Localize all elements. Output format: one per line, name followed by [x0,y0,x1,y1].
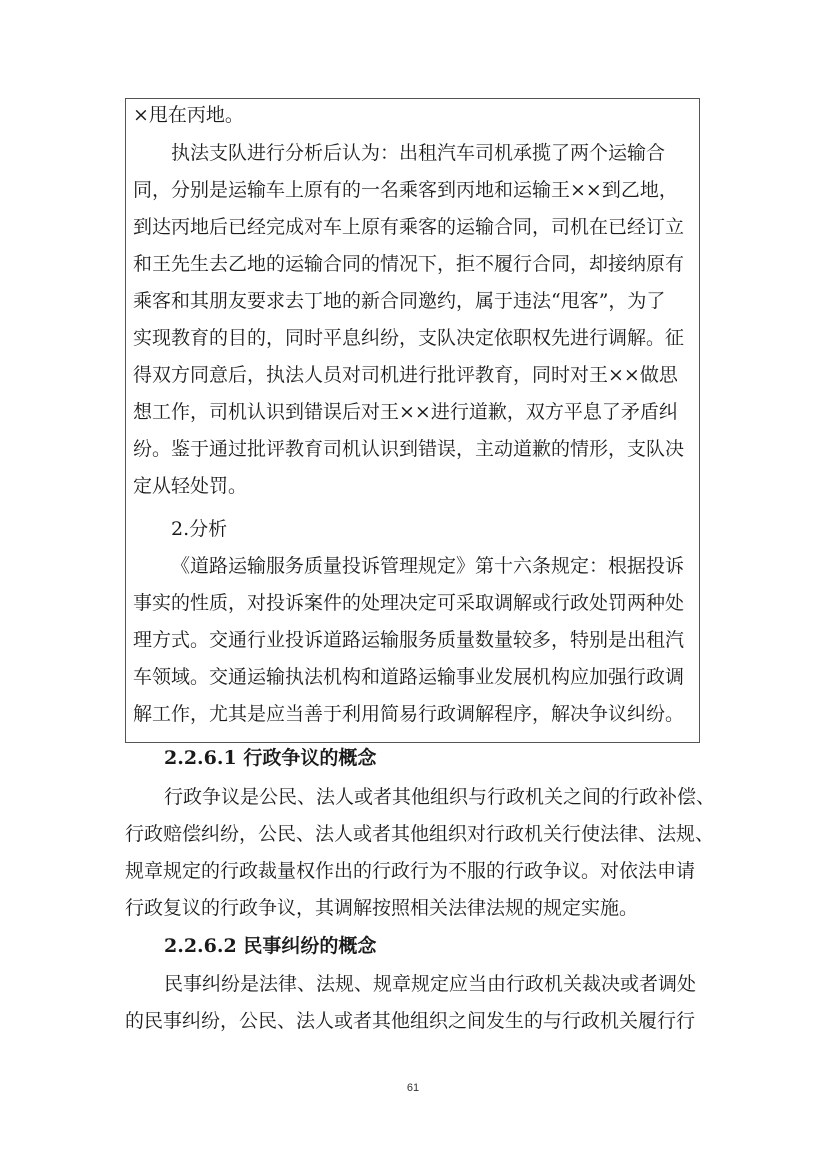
case-text-line: 纷。鉴于通过批评教育司机认识到错误，主动道歉的情形，支队决 [133,438,685,460]
body-text-line: 规章规定的行政裁量权作出的行政行为不服的行政争议。对依法申请 [125,860,696,882]
analysis-text-line: 解工作，尤其是应当善于利用简易行政调解程序，解决争议纠纷。 [133,703,685,725]
body-text-line: 行政复议的行政争议，其调解按照相关法律法规的规定实施。 [125,897,639,919]
analysis-subheading: 2.分析 [171,518,228,540]
case-text-line: 执法支队进行分析后认为：出租汽车司机承揽了两个运输合 [171,142,666,164]
body-text-line: 民事纠纷是法律、法规、规章规定应当由行政机关裁决或者调处 [164,973,697,995]
case-text-line: 和王先生去乙地的运输合同的情况下，拒不履行合同，却接纳原有 [133,253,685,275]
analysis-text-line: 《道路运输服务质量投诉管理规定》第十六条规定：根据投诉 [171,555,685,577]
section-heading-2261: 2.2.6.1 行政争议的概念 [164,747,377,769]
body-text-line: 行政赔偿纠纷，公民、法人或者其他组织对行政机关行使法律、法规、 [125,823,715,845]
case-text-line: 得双方同意后，执法人员对司机进行批评教育，同时对王××做思 [133,364,678,386]
body-text-line: 行政争议是公民、法人或者其他组织与行政机关之间的行政补偿、 [164,786,716,808]
case-text-line: 想工作，司机认识到错误后对王××进行道歉，双方平息了矛盾纠 [133,401,678,423]
case-text-line: 乘客和其朋友要求去丁地的新合同邀约，属于违法“甩客”，为了 [133,290,666,312]
body-text-line: 的民事纠纷，公民、法人或者其他组织之间发生的与行政机关履行行 [125,1010,696,1032]
case-text-line: 定从轻处罚。 [133,475,248,497]
analysis-text-line: 理方式。交通行业投诉道路运输服务质量数量较多，特别是出租汽 [133,629,685,651]
page-number: 61 [406,1082,420,1094]
analysis-text-line: 事实的性质，对投诉案件的处理决定可采取调解或行政处罚两种处 [133,592,685,614]
case-text-line: ×甩在丙地。 [133,104,244,126]
case-text-line: 同，分别是运输车上原有的一名乘客到丙地和运输王××到乙地， [133,179,678,201]
analysis-text-line: 车领域。交通运输执法机构和道路运输事业发展机构应加强行政调 [133,666,685,688]
case-text-line: 实现教育的目的，同时平息纠纷，支队决定依职权先进行调解。征 [133,327,685,349]
case-text-line: 到达丙地后已经完成对车上原有乘客的运输合同，司机在已经订立 [133,216,685,238]
section-heading-2262: 2.2.6.2 民事纠纷的概念 [164,935,377,957]
